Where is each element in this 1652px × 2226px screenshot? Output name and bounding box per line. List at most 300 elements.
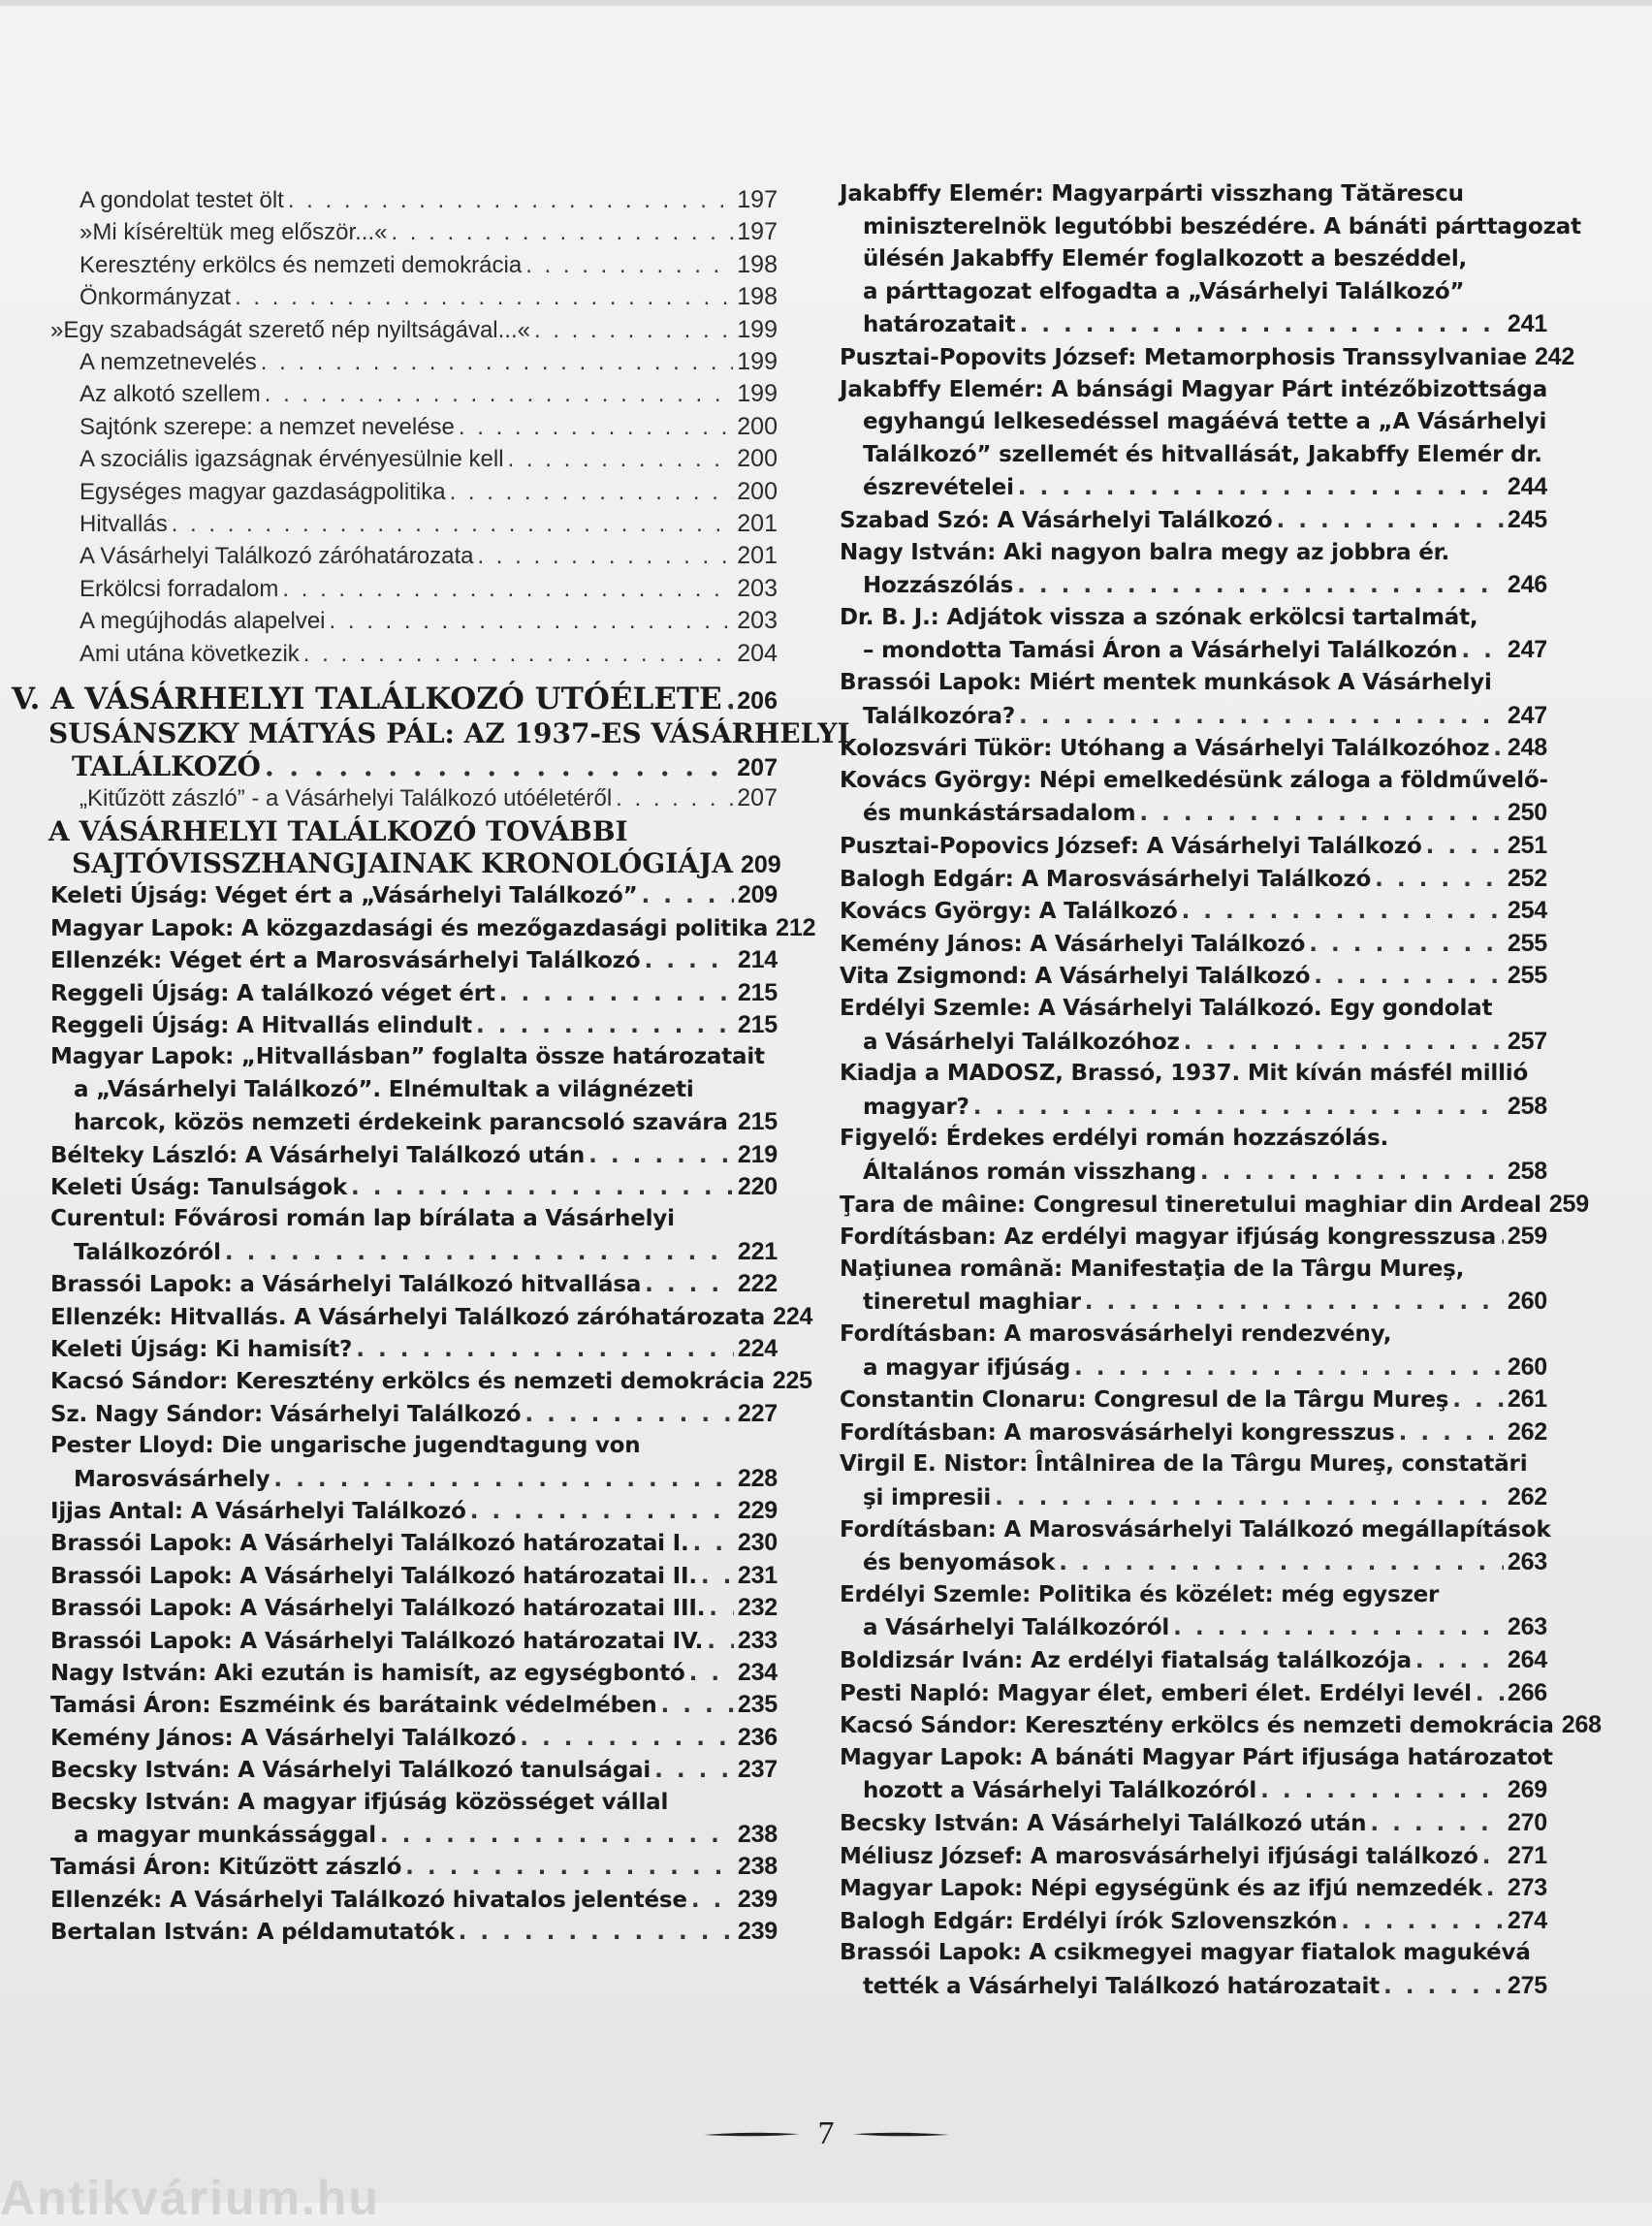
toc-entry-title: V. A VÁSÁRHELYI TALÁLKOZÓ UTÓÉLETE [12,682,722,716]
toc-entry-title: Erdélyi Szemle: A Vásárhelyi Találkozó. Egy gondolat [840,996,1493,1021]
toc-entry-title: Curentul: Fővárosi román lap bírálata a Vásárhelyi [50,1206,675,1232]
toc-entry-line [840,863,1547,895]
toc-entry-title: Hozzászólás [863,573,1014,599]
toc-entry-title: A gondolat testet ölt [79,187,284,213]
toc-entry-title: Kemény János: A Vásárhelyi Találkozó [50,1725,517,1751]
toc-entry-line [12,184,778,216]
toc-entry-title: SAJTÓVISSZHANGJAINAK KRONOLÓGIÁJA [72,847,733,879]
dot-leader [1018,472,1504,504]
toc-entry-title: Marosvásárhely [74,1466,270,1492]
toc-page-number: 207 [737,784,778,812]
dot-leader [732,1107,734,1139]
dot-leader [225,1237,734,1269]
toc-entry-line [840,602,1547,634]
dot-leader [391,216,733,248]
toc-page-number: 228 [737,1464,778,1492]
right-ornament-icon [852,2129,949,2139]
toc-entry-title: Ţara de mâine: Congresul tineretului maghiar din Ardeal [840,1192,1541,1218]
toc-entry-line [840,732,1547,764]
dot-leader [273,1464,734,1496]
toc-entry-title: miniszterelnök legutóbbi beszédére. A bánáti párttagozat [863,213,1581,239]
toc-entry-title: és benyomások [863,1550,1056,1576]
toc-entry-title: Szabad Szó: A Vásárhelyi Találkozó [840,508,1273,533]
toc-page-number: 236 [737,1723,778,1751]
toc-entry-line [12,977,778,1009]
dot-leader [508,443,734,475]
toc-page-number: 237 [737,1756,778,1784]
toc-entry-title: A nemzetnevelés [79,349,257,375]
toc-entry-line [12,1916,778,1948]
toc-entry-line [12,1787,778,1819]
toc-entry-title: A szociális igazságnak érvényesülnie kell [79,446,504,473]
toc-entry-title: Kiadja a MADOSZ, Brassó, 1937. Mit kíván másfél millió [840,1061,1529,1087]
toc-page-number: 229 [737,1497,778,1524]
toc-entry-title: Sajtónk szerepe: a nemzet nevelése [79,413,455,440]
toc-entry-line [840,1156,1547,1188]
dot-leader [1493,733,1504,765]
toc-entry-line [840,1091,1547,1123]
dot-leader [405,1852,734,1884]
toc-page-number: 209 [737,881,778,909]
toc-entry-line [12,1463,778,1495]
toc-entry-line [840,471,1547,503]
toc-entry-line [840,1742,1553,1774]
toc-entry-title: Brassói Lapok: A Vásárhelyi Találkozó határozatai I. [50,1531,689,1557]
toc-page-number: 199 [737,348,778,375]
toc-entry-line [840,1416,1547,1448]
toc-entry-title: a Vásárhelyi Találkozóról [863,1615,1170,1641]
toc-page-number: 238 [737,1821,778,1848]
toc-entry-title: Kolozsvári Tükör: Utóhang a Vásárhelyi Találkozóhoz [840,736,1490,762]
toc-page-number: 198 [737,250,778,278]
dot-leader [303,638,734,670]
toc-entry-title: »Mi kíséreltük meg először...« [79,219,388,246]
toc-entry-line [840,797,1547,829]
toc-page-number: 239 [737,1918,778,1946]
dot-leader [726,684,734,716]
toc-entry-title: harcok, közös nemzeti érdekeink parancsoló szavára [74,1110,728,1136]
toc-entry-line [12,717,850,750]
toc-entry-title: Fordításban: Az erdélyi magyar ifjúság kongresszusa [840,1224,1497,1251]
dot-leader [1074,1352,1504,1384]
dot-leader [1200,1157,1504,1189]
toc-entry-line [12,1236,778,1268]
toc-page-number: 260 [1507,1352,1547,1381]
toc-entry-line [12,1365,812,1397]
toc-entry-line [840,211,1581,243]
toc-page-number: 231 [737,1561,778,1589]
dot-leader [709,1593,734,1625]
toc-entry-line [12,1139,778,1171]
dot-leader [707,1626,734,1658]
toc-entry-title: Fordításban: A Marosvásárhelyi Találkozó megállapítások [840,1516,1551,1542]
toc-entry-line [12,1657,778,1689]
toc-entry-line [840,1254,1547,1286]
dot-leader [476,1010,734,1042]
toc-page-number: 200 [737,477,778,505]
dot-leader [1375,864,1504,896]
toc-entry-line [840,569,1547,601]
toc-entry-title: ülésén Jakabffy Elemér foglalkozott a beszéddel, [863,246,1468,272]
toc-entry-title: magyar? [863,1094,969,1120]
toc-entry-line [840,928,1547,960]
toc-entry-title: Keleti Úság: Tanulságok [50,1175,347,1200]
toc-entry-title: – mondotta Tamási Áron a Vásárhelyi Találkozón [863,638,1458,664]
toc-entry-title: Kovács György: Népi emelkedésünk záloga a földművelő- [840,767,1548,793]
toc-entry-line [840,406,1547,438]
toc-entry-title: Constantin Clonaru: Congresul de la Târgu Mureş [840,1387,1449,1414]
toc-entry-title: Fordításban: A marosvásárhelyi kongresszus [840,1419,1395,1446]
dot-leader [1085,1287,1504,1319]
toc-entry-title: észrevételei [863,475,1014,501]
toc-page-number: 214 [737,946,778,974]
toc-page-number: 201 [737,542,778,570]
toc-entry-title: Az alkotó szellem [79,381,261,408]
dot-leader [1426,831,1504,863]
toc-entry-line [12,847,781,879]
dot-leader [1059,1547,1504,1579]
toc-entry-title: Erkölcsi forradalom [79,575,279,602]
toc-entry-line [840,374,1547,406]
toc-entry-line [12,1754,778,1786]
toc-page-number: 245 [1507,506,1547,533]
toc-entry-title: Bélteky László: A Vásárhelyi Találkozó után [50,1142,586,1168]
toc-page-number: 274 [1507,1906,1547,1934]
dot-leader [1383,1971,1504,2003]
toc-entry-title: Pusztai-Popovits József: Metamorphosis Transsylvaniae [840,345,1527,370]
toc-page-number: 275 [1507,1972,1547,1999]
toc-entry-line [840,537,1547,569]
dot-leader [265,378,734,410]
toc-page-number: 203 [737,607,778,635]
dot-leader [172,508,734,540]
toc-entry-line [840,1481,1547,1513]
dot-leader [1482,1841,1504,1873]
toc-page-number: 233 [737,1626,778,1654]
left-ornament-icon [704,2129,801,2139]
toc-page-number: 255 [1507,962,1547,990]
dot-leader [1019,309,1503,341]
toc-entry-line [840,1383,1547,1415]
toc-entry-line [840,765,1547,797]
toc-entry-line [840,1579,1547,1611]
toc-entry-line [840,1123,1547,1155]
dot-leader [499,978,734,1010]
toc-entry-title: Magyar Lapok: „Hitvallásban” foglalta össze határozatait [50,1044,765,1070]
toc-entry-line [840,178,1547,210]
dot-leader [450,476,734,508]
toc-entry-line [12,638,778,670]
toc-page-number: 204 [737,639,778,667]
toc-page-number: 203 [737,574,778,602]
toc-entry-line [840,1774,1547,1806]
toc-entry-title: Figyelő: Érdekes erdélyi román hozzászólás. [840,1126,1388,1152]
dot-leader [1399,1417,1504,1449]
dot-leader [380,1820,734,1852]
page-number: 7 [817,2115,835,2151]
toc-entry-title: tették a Vásárhelyi Találkozó határozatait [863,1974,1381,1999]
toc-entry-line [12,1041,778,1073]
toc-page-number: 266 [1507,1678,1547,1706]
toc-entry-line [12,1203,778,1235]
toc-entry-line [12,1592,778,1624]
toc-page-number: 252 [1507,864,1547,892]
toc-entry-title: Hitvallás [79,511,168,537]
toc-entry-title: Tamási Áron: Eszméink és barátaink védelmében [50,1693,657,1719]
toc-entry-line [840,1937,1547,1969]
toc-entry-title: Virgil E. Nistor: Întâlnirea de la Târgu Mureş, constatări [840,1451,1528,1478]
toc-entry-line [840,341,1575,373]
dot-leader [356,1334,734,1366]
toc-page-number: 241 [1507,310,1547,338]
toc-entry-line [840,308,1547,340]
toc-entry-line [840,439,1547,471]
toc-entry-title: Találkozó” szellemét és hitvallását, Jakabffy Elemér dr. [863,441,1542,467]
dot-leader [265,750,733,782]
toc-page-number: 199 [737,380,778,408]
toc-entry-line [840,1026,1547,1058]
toc-entry-line [840,700,1547,732]
toc-entry-title: Kemény János: A Vásárhelyi Találkozó [840,931,1306,957]
toc-entry-line [840,1448,1547,1480]
toc-page-number: 201 [737,510,778,537]
toc-page-number: 221 [737,1237,778,1265]
toc-page-number: 198 [737,283,778,311]
dot-leader [330,605,734,637]
toc-entry-line [12,1074,778,1106]
toc-page-number: 258 [1507,1092,1547,1120]
dot-leader [459,1917,734,1949]
toc-entry-line [12,1884,778,1916]
toc-page-number: 247 [1507,636,1547,664]
toc-entry-title: »Egy szabadságát szerető nép nyiltságával...« [50,316,530,343]
toc-entry-title: Méliusz József: A marosvásárhelyi ifjúsági találkozó [840,1843,1478,1869]
toc-entry-line [12,684,778,716]
toc-entry-title: Pester Lloyd: Die ungarische jugendtagung von [50,1433,641,1459]
toc-entry-line [12,573,778,605]
toc-entry-title: Balogh Edgár: A Marosvásárhelyi Találkozó [840,866,1372,892]
toc-entry-title: Reggeli Újság: A találkozó véget ért [50,980,495,1006]
toc-entry-title: A VÁSÁRHELYI TALÁLKOZÓ TOVÁBBI [48,814,628,847]
toc-entry-line [12,1495,778,1527]
toc-page-number: 263 [1507,1548,1547,1576]
dot-leader [691,1885,734,1917]
toc-entry-title: Ellenzék: Hitvallás. A Vásárhelyi Találkozó záróhatározata [50,1304,766,1330]
toc-entry-title: Magyar Lapok: Népi egységünk és az ifjú nemzedék [840,1876,1482,1902]
toc-entry-line [12,605,778,637]
toc-entry-title: Ami utána következik [79,640,300,667]
watermark: Antikvárium.hu [0,2171,380,2225]
dot-leader [470,1496,734,1528]
toc-entry-title: Bertalan István: A példamutatók [50,1920,455,1946]
toc-entry-line [840,243,1547,275]
toc-entry-line [840,1221,1547,1253]
dot-leader [701,1561,734,1593]
toc-page-number: 199 [737,315,778,343]
toc-entry-title: şi impresii [863,1485,992,1510]
toc-entry-line [12,281,778,313]
toc-page-number: 224 [773,1302,813,1330]
toc-entry-line [12,1268,778,1300]
toc-entry-title: Sz. Nagy Sándor: Vásárhelyi Találkozó [50,1401,522,1427]
toc-page-number: 257 [1507,1027,1547,1055]
toc-entry-title: a „Vásárhelyi Találkozó”. Elnémultak a világnézeti [74,1076,694,1102]
toc-entry-title: Brassói Lapok: a Vásárhelyi Találkozó hitvallása [50,1272,642,1298]
toc-page-number: 268 [1561,1711,1602,1739]
toc-entry-title: A megújhodás alapelvei [79,608,326,635]
dot-leader [689,1658,734,1690]
toc-page-number: 235 [737,1691,778,1719]
dot-leader [642,880,734,912]
toc-entry-line [12,1398,778,1430]
toc-entry-line [840,1319,1547,1351]
toc-page-number: 258 [1507,1158,1547,1185]
toc-entry-line [12,540,778,572]
toc-entry-title: Becsky István: A magyar ifjúság közösséget vállal [50,1789,669,1815]
toc-page-number: 259 [1548,1190,1589,1218]
toc-entry-title: Keleti Újság: Véget ért a „Vásárhelyi Találkozó” [50,883,638,909]
page-top-edge [0,0,1652,6]
toc-page-number: 197 [737,218,778,246]
toc-page-number: 215 [737,1108,778,1136]
dot-leader [1452,1384,1504,1416]
toc-entry-title: Nagy István: Aki ezután is hamisít, az egységbontó [50,1661,685,1686]
toc-entry-title: hozott a Vásárhelyi Találkozóról [863,1778,1257,1804]
toc-entry-line [840,276,1547,308]
toc-entry-title: Pesti Napló: Magyar élet, emberi élet. Erdélyi levél [840,1680,1472,1706]
toc-entry-title: Kacsó Sándor: Keresztény erkölcs és nemzeti demokrácia [50,1369,765,1395]
toc-entry-line [12,1819,778,1851]
toc-entry-line [840,830,1547,862]
toc-entry-line [12,750,778,782]
toc-entry-line [12,508,778,540]
toc-entry-line [12,249,778,281]
toc-entry-title: Jakabffy Elemér: Magyarpárti visszhang Tătărescu [840,181,1464,207]
dot-leader [1341,1906,1504,1938]
dot-leader [654,1755,734,1787]
toc-entry-title: Brassói Lapok: A Vásárhelyi Találkozó határozatai IV. [50,1628,704,1654]
dot-leader [1486,1873,1504,1905]
toc-entry-title: Ijjas Antal: A Vásárhelyi Találkozó [50,1499,466,1524]
toc-page-number: 224 [737,1335,778,1362]
toc-entry-line [12,1171,778,1203]
toc-entry-title: Brassói Lapok: A csikmegyei magyar fiatalok magukévá [840,1940,1531,1966]
dot-leader [1476,1678,1504,1710]
toc-entry-line [12,944,778,976]
dot-leader [1370,1808,1504,1840]
toc-page-number: 212 [776,913,816,941]
toc-entry-title: Kacsó Sándor: Keresztény erkölcs és nemzeti demokrácia [840,1713,1554,1739]
toc-entry-line [12,879,778,911]
toc-page-number: 263 [1507,1613,1547,1641]
toc-entry-line [840,1840,1547,1872]
dot-leader [995,1482,1504,1514]
toc-entry-title: Brassói Lapok: A Vásárhelyi Találkozó határozatai III. [50,1596,706,1622]
toc-entry-line [840,1872,1547,1904]
dot-leader [459,411,733,443]
toc-entry-line [12,346,778,378]
toc-entry-title: Találkozóra? [863,703,1016,729]
toc-page-number: 207 [737,753,778,781]
toc-entry-title: Erdélyi Szemle: Politika és közélet: még egyszer [840,1581,1440,1607]
toc-entry-title: Általános román visszhang [863,1160,1196,1185]
dot-leader [282,573,733,605]
toc-entry-title: a magyar ifjúság [863,1354,1070,1381]
toc-entry-line [840,504,1547,536]
toc-page-number: 200 [737,412,778,440]
toc-entry-line [840,1905,1547,1937]
toc-entry-line [840,1286,1547,1318]
toc-page-number: 234 [737,1659,778,1686]
dot-leader [524,1399,734,1431]
toc-entry-line [840,1514,1551,1546]
toc-page-number: 262 [1507,1417,1547,1446]
toc-entry-line [12,1851,778,1883]
toc-page-number: 206 [737,687,778,715]
toc-entry-line [12,1689,778,1721]
toc-entry-title: Reggeli Újság: A Hitvallás elindult [50,1013,472,1038]
dot-leader [1461,635,1504,667]
toc-page-number: 270 [1507,1809,1547,1836]
toc-entry-title: Egységes magyar gazdaságpolitika [79,478,446,505]
toc-page-number: 215 [737,978,778,1006]
toc-entry-title: a Vásárhelyi Találkozóhoz [863,1029,1180,1055]
toc-page-number: 246 [1507,571,1547,599]
dot-leader [235,281,733,313]
toc-entry-line [12,1009,778,1041]
toc-entry-line [840,1352,1547,1383]
dot-leader [1276,505,1503,537]
dot-leader [1019,701,1504,733]
toc-entry-title: Boldizsár Iván: Az erdélyi fiatalság találkozója [840,1648,1412,1673]
toc-page-number: 222 [737,1270,778,1298]
toc-entry-line [840,1807,1547,1839]
dot-leader [1017,570,1504,602]
dot-leader [588,1140,734,1172]
toc-entry-title: és munkástársadalom [863,801,1136,827]
toc-entry-title: Vita Zsigmond: A Vásárhelyi Találkozó [840,964,1311,990]
toc-entry-title: Nagy István: Aki nagyon balra megy az jobbra ér. [840,539,1450,565]
toc-entry-line [12,476,778,508]
toc-page-number: 209 [740,851,781,878]
toc-page-number: 261 [1507,1385,1547,1414]
dot-leader [1314,961,1504,993]
toc-page-number: 264 [1507,1646,1547,1673]
toc-entry-line [840,1058,1547,1090]
toc-entry-line [12,1106,778,1138]
toc-page-number: 219 [737,1140,778,1168]
toc-entry-title: határozatait [863,312,1016,338]
toc-entry-title: „Kitűzött zászló” - a Vásárhelyi Találkozó utóéletéről [79,785,613,812]
toc-page-number: 239 [737,1885,778,1913]
toc-page-number: 225 [772,1367,812,1395]
toc-page-number: 262 [1507,1483,1547,1510]
dot-leader [520,1723,734,1755]
toc-entry-line [12,1527,778,1559]
toc-entry-title: Kovács György: A Találkozó [840,899,1178,925]
toc-entry-title: Ellenzék: A Vásárhelyi Találkozó hivatalos jelentése [50,1887,687,1913]
toc-entry-title: Ellenzék: Véget ért a Marosvásárhelyi Találkozó [50,948,641,974]
dot-leader [351,1172,734,1204]
dot-leader [661,1690,734,1722]
dot-leader [616,782,733,814]
toc-entry-title: Naţiunea română: Manifestaţia de la Târgu Mureş, [840,1256,1465,1282]
toc-entry-title: Becsky István: A Vásárhelyi Találkozó után [840,1811,1367,1836]
toc-page-number: 247 [1507,701,1547,729]
toc-entry-line [840,895,1547,927]
toc-entry-title: Magyar Lapok: A közgazdasági és mezőgazdasági politika [50,915,769,941]
dot-leader [1139,798,1503,830]
